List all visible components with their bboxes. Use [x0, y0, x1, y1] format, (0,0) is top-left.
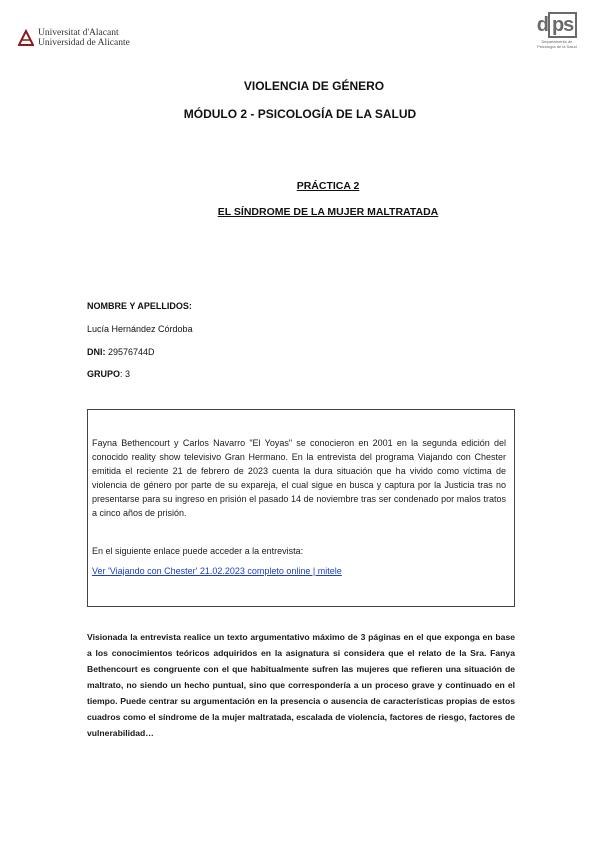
dni-label: DNI:	[87, 347, 106, 357]
group-value: : 3	[120, 369, 131, 379]
department-name: Departamento de Psicología de la Salud	[537, 39, 577, 49]
dni-row	[87, 347, 155, 357]
dni-value: 29576744D	[108, 347, 155, 357]
university-name-es: Universidad de Alicante	[38, 38, 130, 48]
case-description-box	[87, 409, 515, 607]
dps-logo-icon: d ps	[532, 14, 582, 37]
name-value: Lucía Hernández Córdoba	[87, 324, 193, 334]
assignment-text: Visionada la entrevista realice un texto argumentativo máximo de 3 páginas en el que exponga en base a los conocimientos teóricos adquiridos en la asignatura si considera que el relato de la Sra. Fanya Bethencourt es congruente con el que habitualmente sufren las mujeres que refieren una situación de maltrato, no siendo un hecho puntual, sino que correspondería a un proceso grave y continuado en el tiempo. Puede centrar su argumentación en la presencia o ausencia de características propias de estos cuadros como el síndrome de la mujer maltratada, escalada de violencia, factores de riesgo, factores de vulnerabilidad…	[87, 632, 515, 738]
case-paragraph: Fayna Bethencourt y Carlos Navarro "El Yoyas" se conocieron en 2001 en la segunda edición del conocido reality show televisivo Gran Hermano. En la entrevista del programa Viajando con Chester emitida el reciente 21 de febrero de 2023 cuenta la dura situación que ha vivido como víctima de violencia de género por parte de su expareja, el cual sigue en busca y captura por la Justicia tras no presentarse para su ingreso en prisión el pasado 14 de noviembre tras ser condenado por malos tratos a cinco años de prisión.	[92, 438, 506, 518]
link-intro: En el siguiente enlace puede acceder a la entrevista:	[92, 546, 304, 556]
interview-link[interactable]: Ver 'Viajando con Chester' 21.02.2023 completo online | mitele	[92, 566, 342, 576]
university-name-ca: Universitat d'Alacant	[38, 28, 119, 38]
name-label: NOMBRE Y APELLIDOS:	[87, 301, 192, 311]
group-row	[87, 369, 130, 379]
department-logo	[532, 14, 582, 49]
document-title: VIOLENCIA DE GÉNERO	[243, 79, 385, 93]
name-label-row	[87, 301, 192, 311]
module-title: MÓDULO 2 - PSICOLOGÍA DE LA SALUD	[183, 107, 417, 121]
practice-subtitle: EL SÍNDROME DE LA MUJER MALTRATADA	[217, 206, 439, 218]
dps-logo-text: ps	[548, 12, 577, 38]
university-logo	[18, 28, 130, 48]
university-emblem-icon	[18, 29, 34, 47]
practice-title: PRÁCTICA 2	[296, 180, 360, 192]
group-label: GRUPO	[87, 369, 121, 379]
